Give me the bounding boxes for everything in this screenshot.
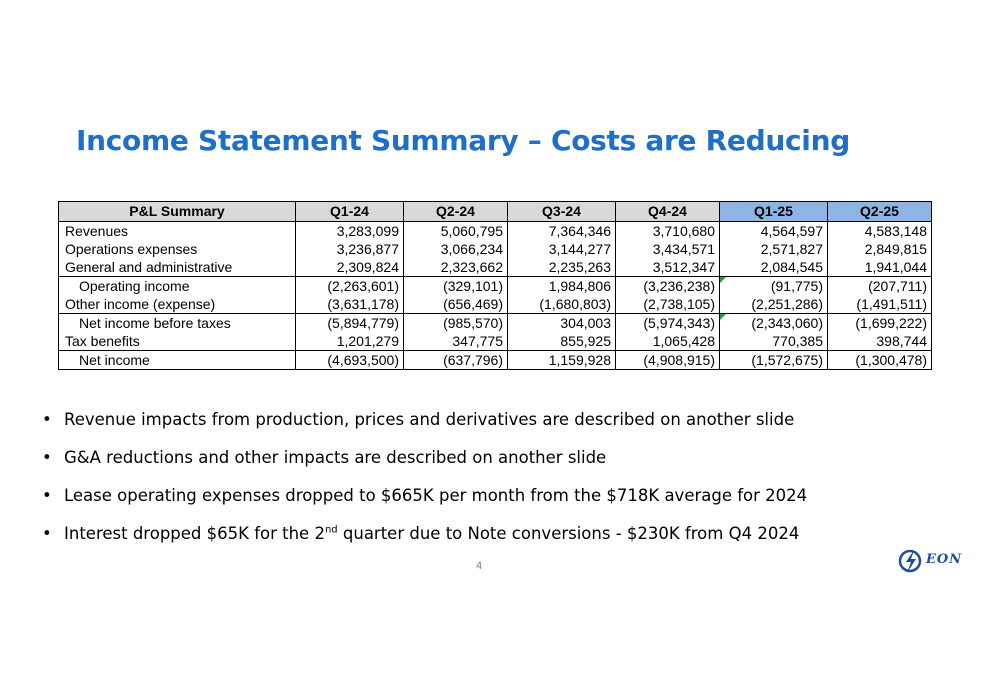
cell: 2,849,815 (828, 240, 932, 258)
cell: (329,101) (404, 277, 508, 296)
table-row (59, 277, 932, 296)
cell: 1,201,279 (296, 332, 404, 351)
cell: 7,364,346 (508, 222, 616, 241)
bullet-dot-icon: • (42, 410, 52, 429)
cell: 2,235,263 (508, 258, 616, 277)
cell: (5,974,343) (616, 314, 720, 333)
bullet-text: Revenue impacts from production, prices and derivatives are described on another slide (64, 410, 795, 429)
bullet-item (42, 521, 807, 559)
cell: (2,251,286) (720, 295, 828, 314)
cell: 4,583,148 (828, 222, 932, 241)
bullet-dot-icon: • (42, 524, 52, 543)
pl-summary-table (58, 201, 932, 370)
cell: 1,941,044 (828, 258, 932, 277)
header-q2-25: Q2-25 (828, 202, 932, 222)
slide-title: Income Statement Summary – Costs are Reducing (76, 124, 850, 157)
row-label: Net income (59, 351, 296, 370)
cell: (3,236,238) (616, 277, 720, 296)
bullet-dot-icon: • (42, 448, 52, 467)
table-row (59, 295, 932, 314)
bullet-item (42, 445, 807, 483)
row-label: Operating income (59, 277, 296, 296)
cell: (656,469) (404, 295, 508, 314)
cell: (1,699,222) (828, 314, 932, 333)
cell: 2,309,824 (296, 258, 404, 277)
cell: 3,512,347 (616, 258, 720, 277)
cell: 4,564,597 (720, 222, 828, 241)
header-q3-24: Q3-24 (508, 202, 616, 222)
header-label: P&L Summary (59, 202, 296, 222)
table-row (59, 258, 932, 277)
bullet-item (42, 407, 807, 445)
table-row (59, 332, 932, 351)
bullet-dot-icon: • (42, 486, 52, 505)
cell: 3,710,680 (616, 222, 720, 241)
bullet-text: Lease operating expenses dropped to $665K per month from the $718K average for 2024 (64, 486, 808, 505)
row-label: Operations expenses (59, 240, 296, 258)
cell: (985,570) (404, 314, 508, 333)
header-q1-25: Q1-25 (720, 202, 828, 222)
cell: 2,323,662 (404, 258, 508, 277)
cell: 3,236,877 (296, 240, 404, 258)
cell: 2,084,545 (720, 258, 828, 277)
table-row (59, 240, 932, 258)
row-label: General and administrative (59, 258, 296, 277)
bullet-list (42, 407, 807, 559)
bullet-text: G&A reductions and other impacts are described on another slide (64, 448, 607, 467)
cell: 347,775 (404, 332, 508, 351)
cell: (2,263,601) (296, 277, 404, 296)
cell: 304,003 (508, 314, 616, 333)
cell: (5,894,779) (296, 314, 404, 333)
bullet-text-pre: Interest dropped $65K for the 2 (64, 524, 325, 543)
header-q2-24: Q2-24 (404, 202, 508, 222)
row-label: Other income (expense) (59, 295, 296, 314)
cell: (637,796) (404, 351, 508, 370)
cell: 3,283,099 (296, 222, 404, 241)
cell: 1,984,806 (508, 277, 616, 296)
cell: 3,066,234 (404, 240, 508, 258)
cell: (4,693,500) (296, 351, 404, 370)
cell: (4,908,915) (616, 351, 720, 370)
bullet-text (64, 524, 799, 543)
bullet-text-post: quarter due to Note conversions - $230K from Q4 2024 (337, 524, 800, 543)
bullet-item (42, 483, 807, 521)
row-label: Net income before taxes (59, 314, 296, 333)
cell: (2,738,105) (616, 295, 720, 314)
cell: (3,631,178) (296, 295, 404, 314)
cell: 3,434,571 (616, 240, 720, 258)
cell: 770,385 (720, 332, 828, 351)
header-q4-24: Q4-24 (616, 202, 720, 222)
cell: 3,144,277 (508, 240, 616, 258)
cell: 398,744 (828, 332, 932, 351)
cell: 2,571,827 (720, 240, 828, 258)
cell: (1,680,803) (508, 295, 616, 314)
table-row (59, 351, 932, 370)
cell: (207,711) (828, 277, 932, 296)
row-label: Revenues (59, 222, 296, 241)
cell: (1,491,511) (828, 295, 932, 314)
cell: 1,159,928 (508, 351, 616, 370)
cell: (2,343,060) (720, 314, 828, 333)
row-label: Tax benefits (59, 332, 296, 351)
cell: 1,065,428 (616, 332, 720, 351)
cell: (1,300,478) (828, 351, 932, 370)
table-header-row (59, 202, 932, 222)
cell: 5,060,795 (404, 222, 508, 241)
table-row (59, 314, 932, 333)
cell: (91,775) (720, 277, 828, 296)
page-number: 4 (476, 560, 483, 572)
ordinal-superscript: nd (324, 524, 338, 536)
logo-text: EON (926, 552, 963, 567)
header-q1-24: Q1-24 (296, 202, 404, 222)
cell: 855,925 (508, 332, 616, 351)
cell: (1,572,675) (720, 351, 828, 370)
table-row (59, 222, 932, 241)
